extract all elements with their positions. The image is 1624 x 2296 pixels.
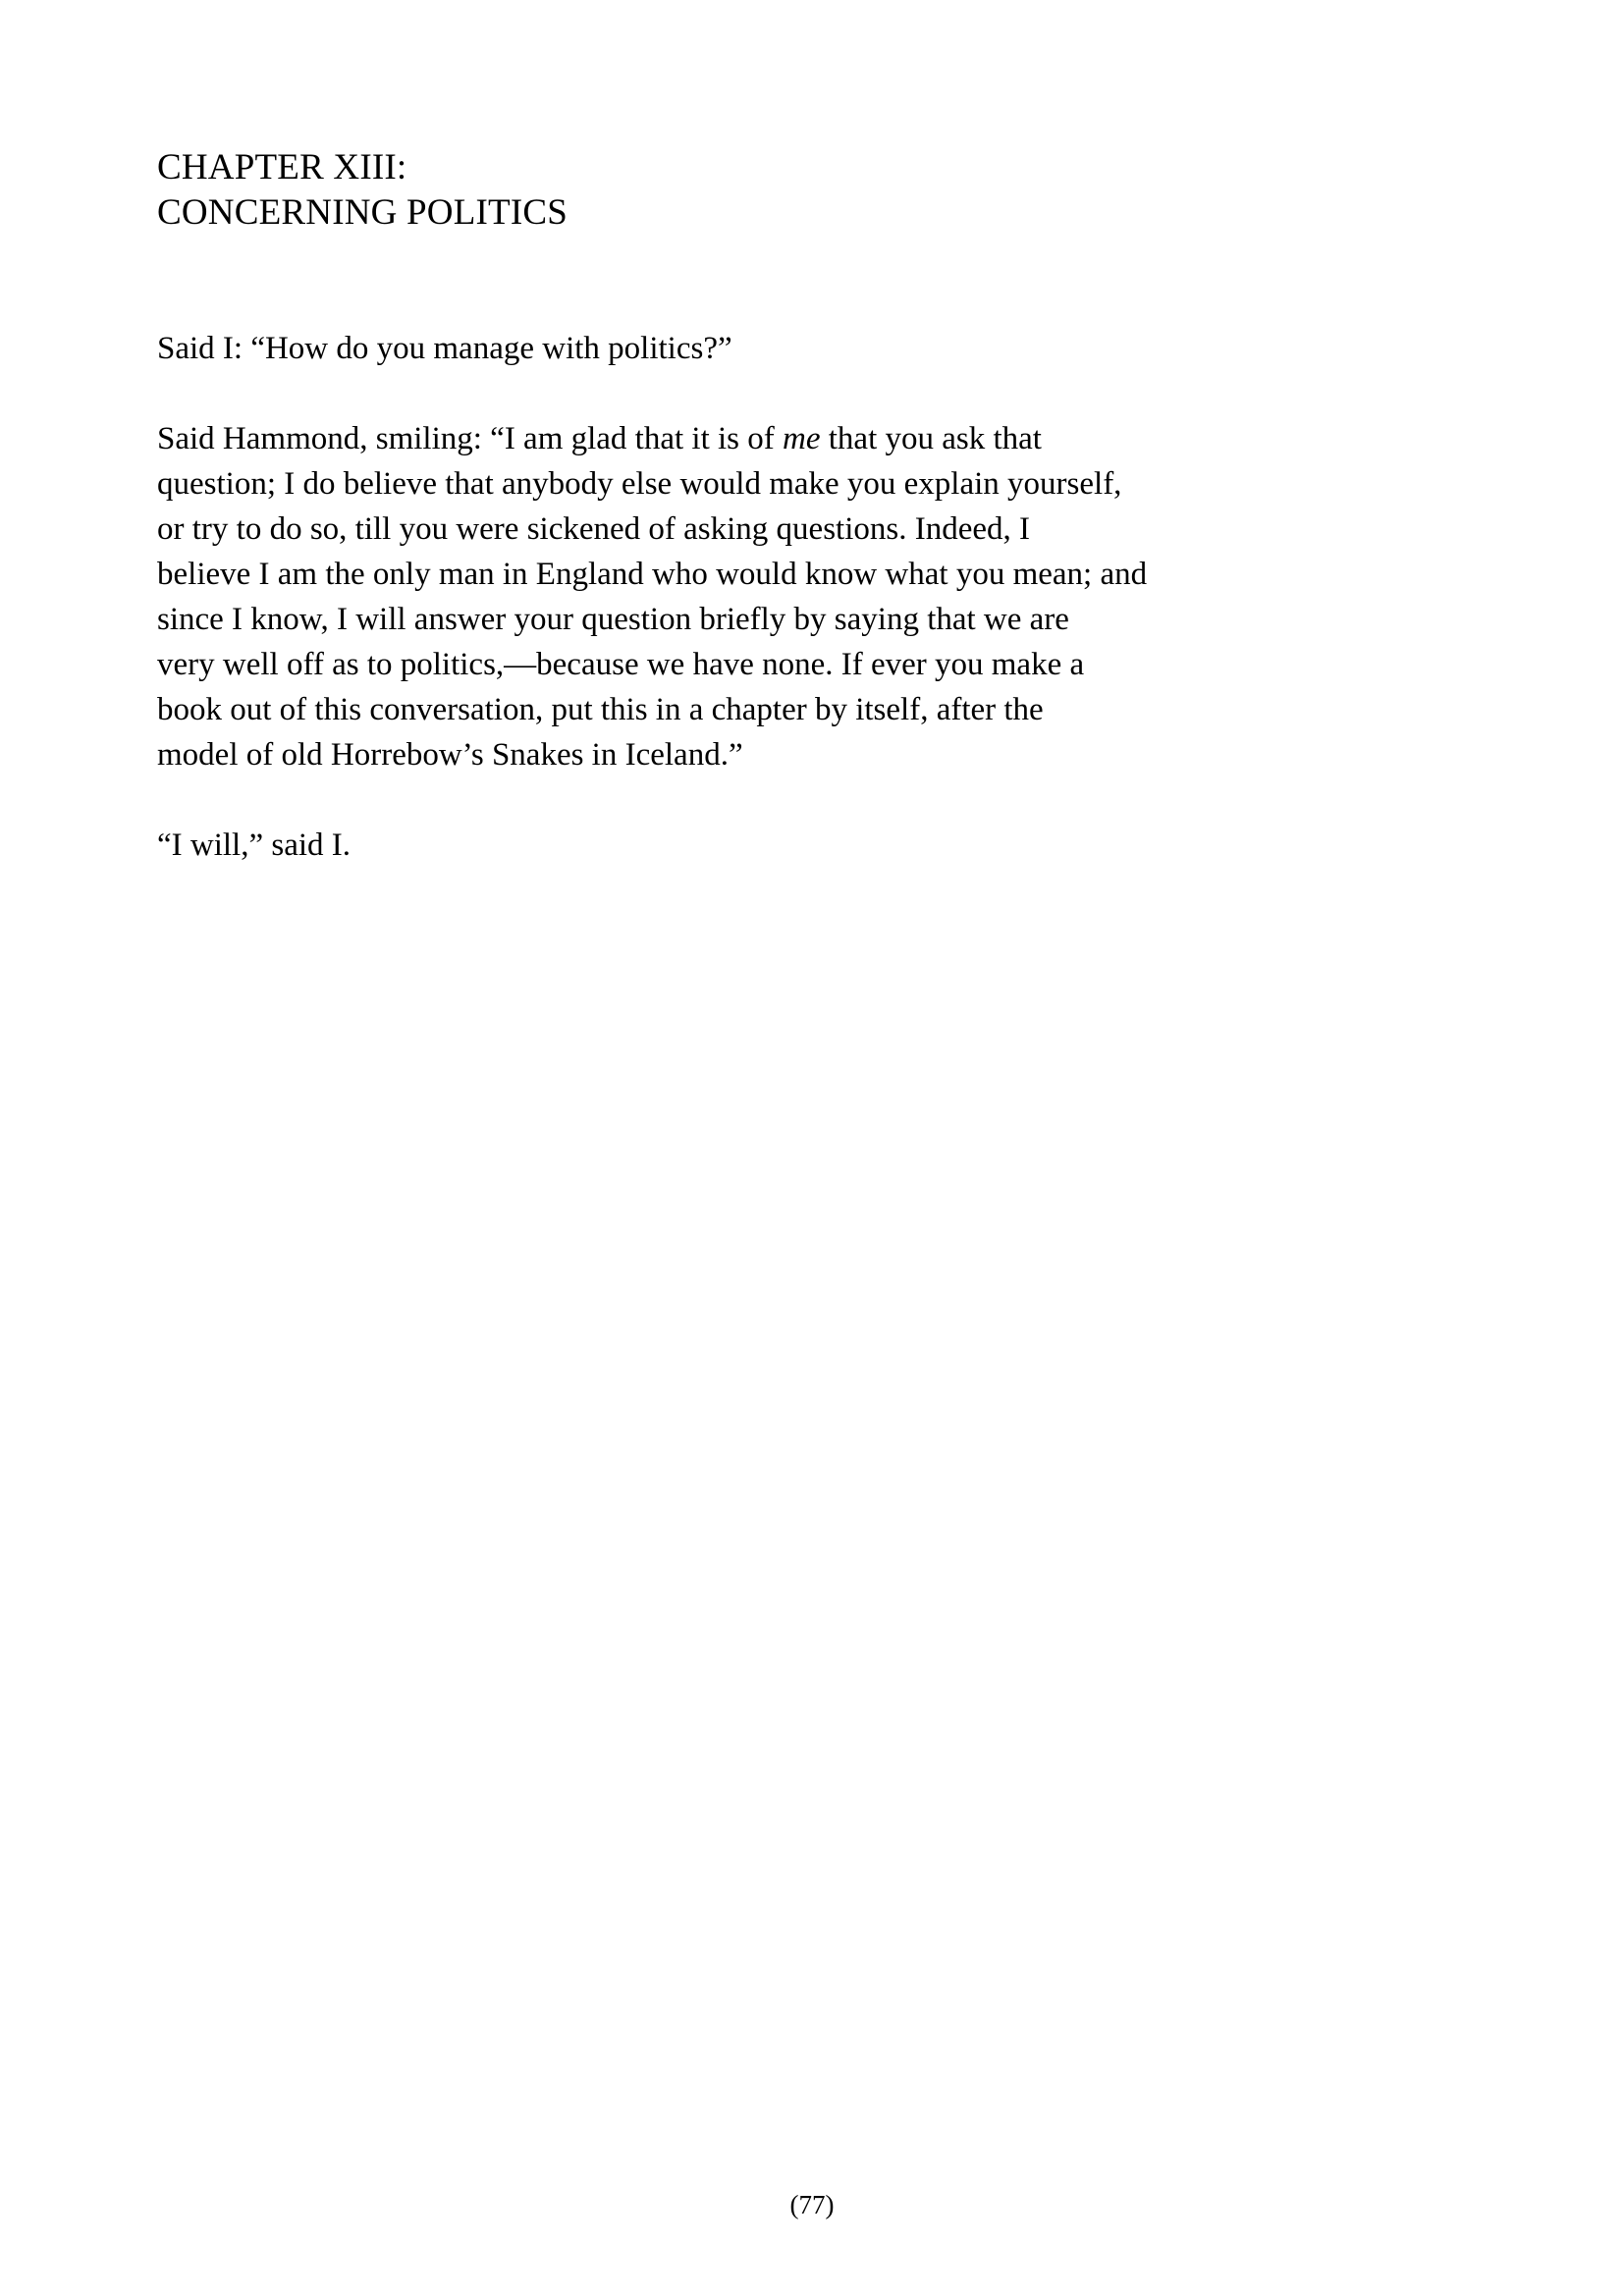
page-number: (77) (789, 2190, 835, 2219)
italic-word: me (783, 421, 821, 456)
text-line: book out of this conversation, put this in a chapter by itself, after the (157, 692, 1044, 727)
text-line: question; I do believe that anybody else would make you explain yourself, (157, 466, 1122, 502)
paragraph-3 (157, 823, 1473, 868)
chapter-number-line: CHAPTER XIII: (157, 147, 407, 187)
text-line: believe I am the only man in England who would know what you mean; and (157, 557, 1148, 592)
chapter-title-line: CONCERNING POLITICS (157, 192, 568, 233)
text-segment: Said Hammond, smiling: “I am glad that it is of (157, 421, 784, 456)
chapter-heading (157, 145, 1473, 236)
page-content (157, 145, 1473, 913)
text-line (157, 416, 1473, 461)
text-line: since I know, I will answer your question briefly by saying that we are (157, 602, 1069, 637)
text-line: or try to do so, till you were sickened of asking questions. Indeed, I (157, 511, 1030, 547)
paragraph-1 (157, 326, 1473, 371)
text-line: very well off as to politics,—because we have none. If ever you make a (157, 647, 1085, 682)
text-line: Said I: “How do you manage with politics?” (157, 331, 732, 366)
paragraph-2 (157, 416, 1473, 777)
text-line: model of old Horrebow’s Snakes in Iceland.” (157, 737, 743, 773)
text-segment: that you ask that (820, 421, 1042, 456)
text-line: “I will,” said I. (157, 828, 352, 863)
